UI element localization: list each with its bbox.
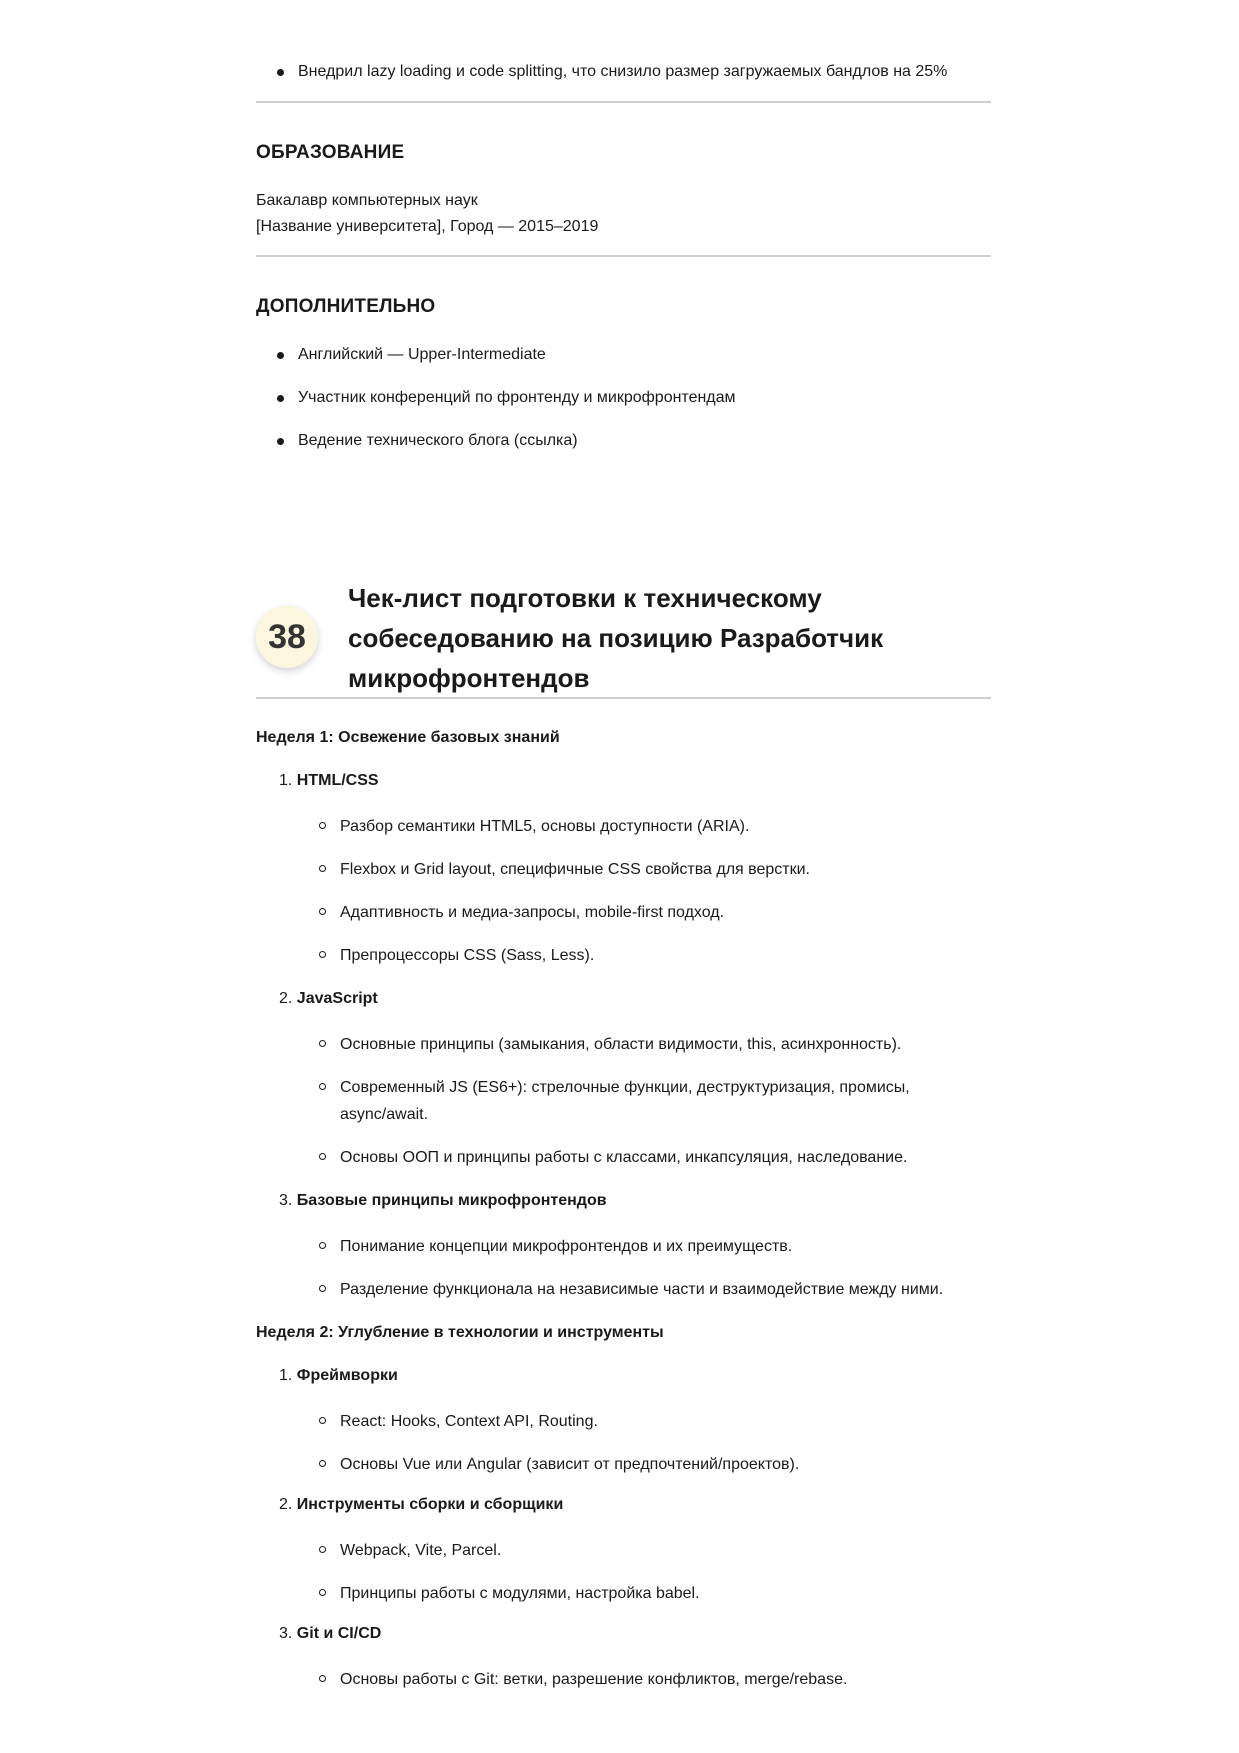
- sub-list-item-text: Разбор семантики HTML5, основы доступности (ARIA).: [340, 818, 750, 835]
- circle-bullet-icon: [319, 951, 326, 958]
- circle-bullet-icon: [319, 1083, 326, 1090]
- circle-bullet-icon: [319, 1675, 326, 1682]
- sub-list-item-text: Основы работы с Git: ветки, разрешение конфликтов, merge/rebase.: [340, 1671, 848, 1688]
- ordered-item-number: 2.: [279, 1496, 293, 1513]
- circle-bullet-icon: [319, 1546, 326, 1553]
- circle-bullet-icon: [319, 1460, 326, 1467]
- list-item-text: Ведение технического блога (ссылка): [298, 432, 578, 449]
- ordered-item: [279, 1494, 563, 1516]
- circle-bullet-icon: [319, 1417, 326, 1424]
- sub-list-item: [319, 1276, 969, 1303]
- circle-bullet-icon: [319, 865, 326, 872]
- sub-list-item: [319, 1408, 969, 1435]
- ordered-item: [279, 1365, 398, 1387]
- education-degree: Бакалавр компьютерных наук: [256, 192, 478, 209]
- ordered-item-number: 3.: [279, 1192, 293, 1209]
- bullet-icon: [277, 438, 284, 445]
- circle-bullet-icon: [319, 1153, 326, 1160]
- circle-bullet-icon: [319, 1242, 326, 1249]
- bullet-icon: [277, 395, 284, 402]
- sub-list-item: [319, 899, 969, 926]
- sub-list-item-text: Принципы работы с модулями, настройка babel.: [340, 1585, 700, 1602]
- ordered-item-number: 3.: [279, 1625, 293, 1642]
- ordered-item-title: Базовые принципы микрофронтендов: [296, 1192, 607, 1209]
- circle-bullet-icon: [319, 1589, 326, 1596]
- ordered-item-number: 1.: [279, 1367, 293, 1384]
- circle-bullet-icon: [319, 908, 326, 915]
- section-divider: [256, 101, 991, 103]
- sub-list-item: [319, 1074, 969, 1128]
- sub-list-item-text: Основные принципы (замыкания, области видимости, this, асинхронность).: [340, 1036, 902, 1053]
- sub-list-item-text: Основы Vue или Angular (зависит от предпочтений/проектов).: [340, 1456, 800, 1473]
- ordered-item: [279, 770, 379, 792]
- section-number-badge: 38: [256, 606, 318, 668]
- sub-list-item: [319, 813, 969, 840]
- sub-list-item-text: Адаптивность и медиа-запросы, mobile-first подход.: [340, 904, 725, 921]
- sub-list-item-text: Разделение функционала на независимые части и взаимодействие между ними.: [340, 1281, 944, 1298]
- sub-list-item: [319, 856, 969, 883]
- sub-list-item-text: React: Hooks, Context API, Routing.: [340, 1413, 598, 1430]
- sub-list-item-text: Понимание концепции микрофронтендов и их преимуществ.: [340, 1238, 793, 1255]
- ordered-item-number: 2.: [279, 990, 293, 1007]
- section-heading-additional: ДОПОЛНИТЕЛЬНО: [256, 296, 436, 317]
- week-heading: Неделя 2: Углубление в технологии и инструменты: [256, 1324, 664, 1341]
- sub-list-item: [319, 1537, 969, 1564]
- ordered-item: [279, 988, 378, 1010]
- list-item-text: Внедрил lazy loading и code splitting, что снизило размер загружаемых бандлов на 25%: [298, 63, 948, 80]
- section-title-underline: [256, 697, 991, 699]
- sub-list-item: [319, 942, 969, 969]
- ordered-item-title: HTML/CSS: [296, 772, 379, 789]
- section-heading-education: ОБРАЗОВАНИЕ: [256, 142, 405, 163]
- ordered-item: [279, 1623, 381, 1645]
- sub-list-item-text: Современный JS (ES6+): стрелочные функции, деструктуризация, промисы, async/await.: [340, 1079, 910, 1123]
- sub-list-item: [319, 1580, 969, 1607]
- sub-list-item: [319, 1451, 969, 1478]
- circle-bullet-icon: [319, 1285, 326, 1292]
- sub-list-item-text: Основы ООП и принципы работы с классами, инкапсуляция, наследование.: [340, 1149, 908, 1166]
- sub-list-item: [319, 1031, 969, 1058]
- sub-list-item-text: Препроцессоры CSS (Sass, Less).: [340, 947, 595, 964]
- list-item-text: Участник конференций по фронтенду и микрофронтендам: [298, 389, 736, 406]
- ordered-item-title: Инструменты сборки и сборщики: [296, 1496, 564, 1513]
- circle-bullet-icon: [319, 1040, 326, 1047]
- list-item-text: Английский — Upper-Intermediate: [298, 346, 546, 363]
- section-divider: [256, 255, 991, 257]
- ordered-item-number: 1.: [279, 772, 293, 789]
- ordered-item-title: JavaScript: [296, 990, 378, 1007]
- sub-list-item-text: Webpack, Vite, Parcel.: [340, 1542, 502, 1559]
- sub-list-item: [319, 1144, 969, 1171]
- sub-list-item-text: Flexbox и Grid layout, специфичные CSS свойства для верстки.: [340, 861, 810, 878]
- circle-bullet-icon: [319, 822, 326, 829]
- section-title: Чек-лист подготовки к техническому собеседованию на позицию Разработчик микрофронтендов: [348, 583, 884, 693]
- sub-list-item: [319, 1233, 969, 1260]
- ordered-item: [279, 1190, 607, 1212]
- ordered-item-title: Фреймворки: [296, 1367, 398, 1384]
- education-school: [Название университета], Город — 2015–2019: [256, 218, 599, 235]
- bullet-icon: [277, 352, 284, 359]
- ordered-item-title: Git и CI/CD: [296, 1625, 382, 1642]
- sub-list-item: [319, 1666, 969, 1693]
- bullet-icon: [277, 69, 284, 76]
- week-heading: Неделя 1: Освежение базовых знаний: [256, 729, 560, 746]
